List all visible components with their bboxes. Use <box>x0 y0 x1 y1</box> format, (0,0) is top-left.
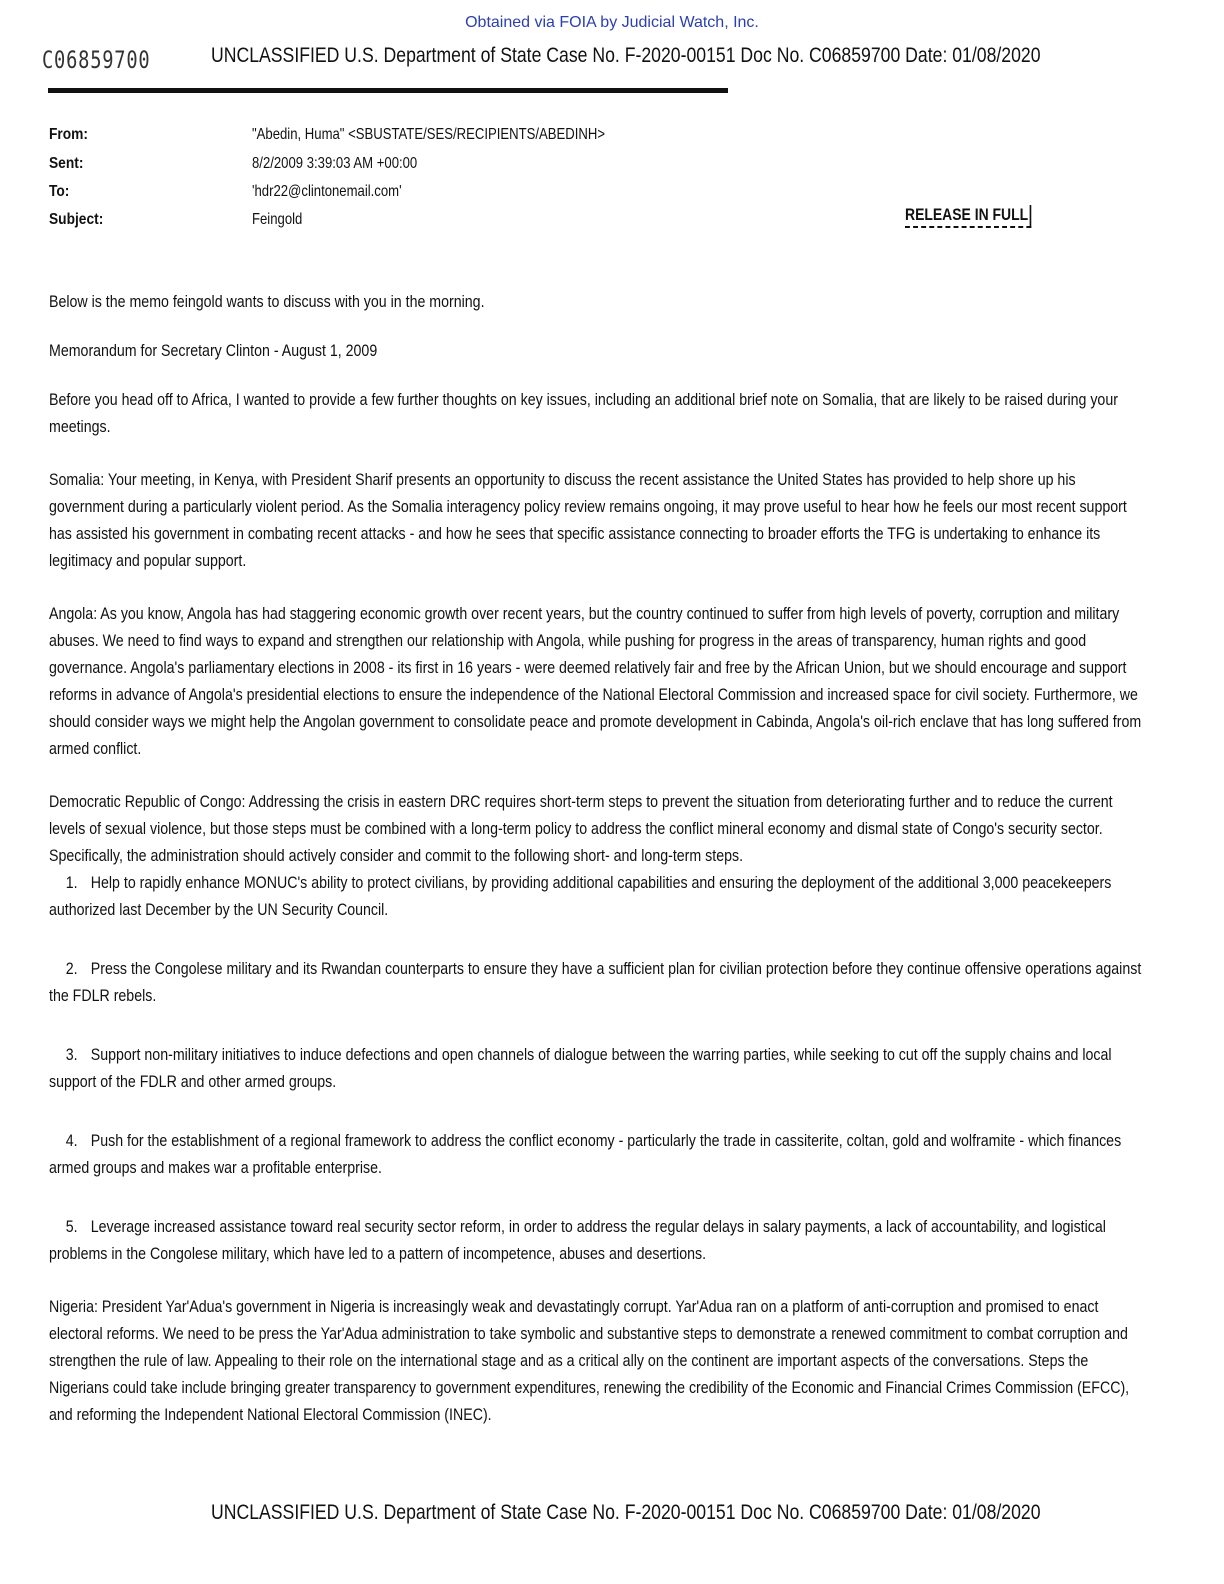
nigeria-paragraph: Nigeria: President Yar'Adua's government in Nigeria is increasingly weak and devastatingly corrupt. Yar'Adua ran on a platform of anti-corruption and promised to enact electoral reforms. We need to be press the Yar'Adua administration to take symbolic and substantive steps to demonstrate a renewed commitment to combat corruption and strengthen the rule of law. Appealing to their role on the international stage and as a critical ally on the continent are important aspects of the conversations. Steps the Nigerians could take include bringing greater transparency to government expenditures, renewing the credibility of the Economic and Financial Crimes Commission (EFCC), and reforming the Independent National Electoral Commission (INEC). <box>49 1297 1130 1424</box>
list-text: Leverage increased assistance toward real security sector reform, in order to address the regular delays in salary payments, a lack of accountability, and logistical problems in the Congolese military, which have led to a pattern of incompetence, abuses and desertions. <box>49 1217 1106 1263</box>
list-number: 3. <box>65 1045 78 1064</box>
list-item <box>49 1213 1151 1267</box>
list-item <box>49 1127 1151 1181</box>
list-item <box>49 1041 1151 1095</box>
from-value: "Abedin, Huma" <SBUSTATE/SES/RECIPIENTS/ABEDINH> <box>252 126 605 143</box>
list-item <box>49 955 1151 1009</box>
opening-paragraph: Before you head off to Africa, I wanted to provide a few further thoughts on key issues, including an additional brief note on Somalia, that are likely to be raised during your meetings. <box>49 390 1118 436</box>
memo-title: Memorandum for Secretary Clinton - August 1, 2009 <box>49 341 378 360</box>
sent-value: 8/2/2009 3:39:03 AM +00:00 <box>252 155 418 172</box>
list-number: 5. <box>65 1217 78 1236</box>
list-text: Support non-military initiatives to induce defections and open channels of dialogue between the warring parties, while seeking to cut off the supply chains and local support of the FDLR and other armed groups. <box>49 1045 1112 1091</box>
list-number: 1. <box>65 873 78 892</box>
subject-label: Subject: <box>49 211 104 228</box>
list-text: Help to rapidly enhance MONUC's ability to protect civilians, by providing additional capabilities and ensuring the deployment of the additional 3,000 peacekeepers authorized last December by the UN Security Council. <box>49 873 1112 919</box>
list-text: Push for the establishment of a regional framework to address the conflict economy - particularly the trade in cassiterite, coltan, gold and wolframite - which finances armed groups and makes war a profitable enterprise. <box>49 1131 1122 1177</box>
header-rule <box>48 88 728 93</box>
foia-watermark: Obtained via FOIA by Judicial Watch, Inc. <box>465 14 759 31</box>
from-label: From: <box>49 126 88 143</box>
sent-label: Sent: <box>49 155 84 172</box>
classification-header: UNCLASSIFIED U.S. Department of State Case No. F-2020-00151 Doc No. C06859700 Date: 01/08/2020 <box>211 44 1041 67</box>
document-id: C06859700 <box>42 46 151 74</box>
list-number: 4. <box>65 1131 78 1150</box>
release-stamp: RELEASE IN FULL <box>905 205 1031 228</box>
intro-line: Below is the memo feingold wants to discuss with you in the morning. <box>49 292 485 311</box>
drc-paragraph: Democratic Republic of Congo: Addressing the crisis in eastern DRC requires short-term steps to prevent the situation from deteriorating further and to reduce the current levels of sexual violence, but those steps must be combined with a long-term policy to address the conflict mineral economy and dismal state of Congo's security sector. Specifically, the administration should actively consider and commit to the following short- and long-term steps. <box>49 792 1113 865</box>
classification-footer: UNCLASSIFIED U.S. Department of State Case No. F-2020-00151 Doc No. C06859700 Date: 01/08/2020 <box>211 1501 1041 1524</box>
list-text: Press the Congolese military and its Rwandan counterparts to ensure they have a sufficient plan for civilian protection before they continue offensive operations against the FDLR rebels. <box>49 959 1142 1005</box>
somalia-paragraph: Somalia: Your meeting, in Kenya, with President Sharif presents an opportunity to discuss the recent assistance the United States has provided to help shore up his government during a particularly violent period. As the Somalia interagency policy review remains ongoing, it may prove useful to hear how he feels our most recent support has assisted his government in combating recent attacks - and how he sees that specific assistance connecting to broader efforts the TFG is undertaking to enhance its legitimacy and popular support. <box>49 470 1127 570</box>
list-item <box>49 869 1151 923</box>
to-value: 'hdr22@clintonemail.com' <box>252 183 402 200</box>
email-body <box>49 288 1151 1428</box>
angola-paragraph: Angola: As you know, Angola has had staggering economic growth over recent years, but the country continued to suffer from high levels of poverty, corruption and military abuses. We need to find ways to expand and strengthen our relationship with Angola, while pushing for progress in the areas of transparency, human rights and good governance. Angola's parliamentary elections in 2008 - its first in 16 years - were deemed relatively fair and free by the African Union, but we should encourage and support reforms in advance of Angola's presidential elections to ensure the independence of the National Electoral Commission and increased space for civil society. Furthermore, we should consider ways we might help the Angolan government to consolidate peace and promote development in Cabinda, Angola's oil-rich enclave that has long suffered from armed conflict. <box>49 604 1142 758</box>
to-label: To: <box>49 183 70 200</box>
subject-value: Feingold <box>252 211 303 228</box>
list-number: 2. <box>65 959 78 978</box>
